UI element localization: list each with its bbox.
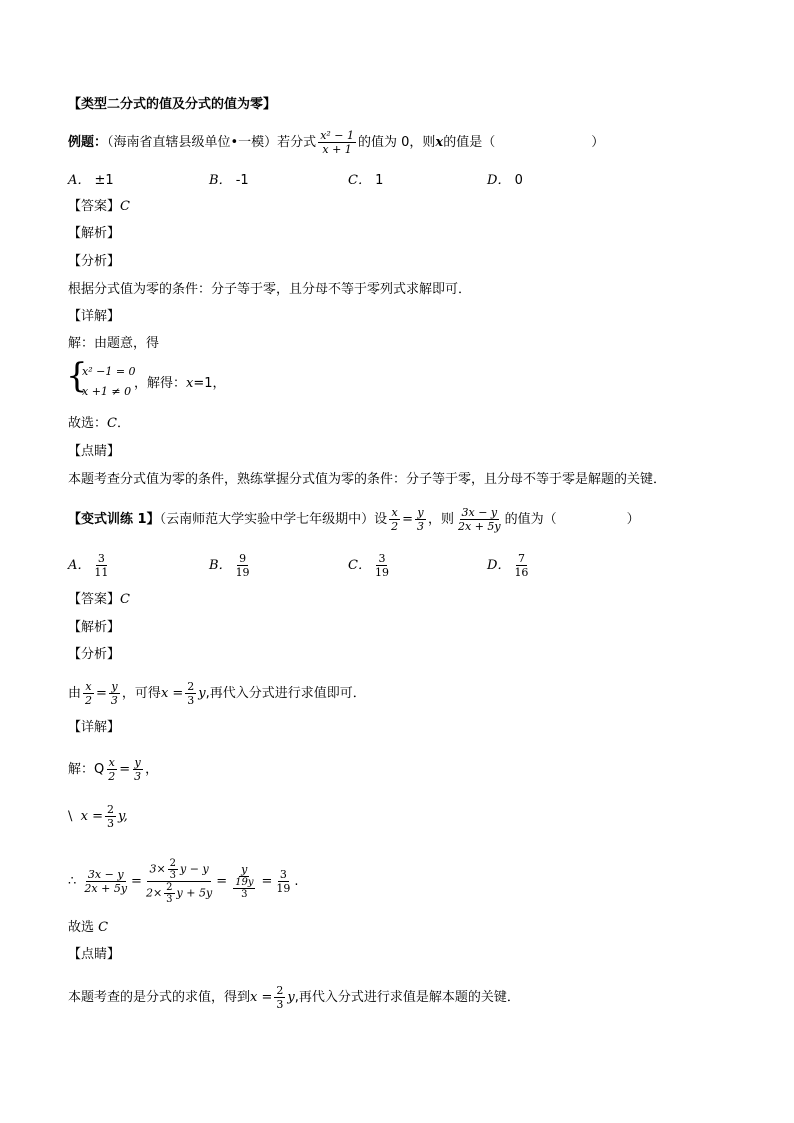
fraction-numerator: x² − 1: [320, 129, 355, 142]
variant-step-1: 解：Q $\frac{x}{2}$ = $\frac{y}{3}$ ，: [68, 756, 159, 783]
fraction-denominator: x + 1: [322, 143, 352, 156]
example-after-frac: 的值为 0，则: [358, 135, 436, 150]
system-brace: {: [66, 356, 88, 396]
example-label: 例题：: [68, 135, 108, 150]
option-b: B． -1: [209, 173, 249, 188]
step3-middle-frac: 3× $\frac{2}{3}$ y − y 2× $\frac{2}{3}$ y + 5y: [145, 858, 213, 905]
variant-option-d: D． $\frac{7}{16}$: [487, 552, 529, 579]
section-title: 【类型二分式的值及分式的值为零】: [68, 97, 277, 112]
option-c: C． 1: [348, 173, 384, 188]
analysis-label: 【解析】: [68, 226, 121, 241]
variant-question: 【变式训练 1】（云南师范大学实验中学七年级期中）设 $\frac{x}{2}$ = $\frac{y}{3}$ ，则 $\frac{3x - y}{2x + 5y}$ 的值为（ ）: [68, 506, 640, 533]
example-source: （海南省直辖县级单位•一模）若分式: [107, 135, 317, 150]
variant-comment-label: 【点睛】: [68, 947, 121, 962]
variant-source: （云南师范大学实验中学七年级期中）设: [159, 512, 388, 527]
example-fraction: [318, 129, 356, 156]
step3-left-frac: $\frac{3x - y}{2x + 5y}$: [84, 868, 128, 895]
detail-label: 【详解】: [68, 309, 121, 324]
variant-fenxi-label: 【分析】: [68, 647, 121, 662]
example-tail: 的值是（: [443, 135, 496, 150]
variant-choose: 故选 C: [68, 920, 109, 935]
variant-fenxi-text: 由 $\frac{x}{2}$ = $\frac{y}{3}$ ，可得x = $\frac{2}{3}$ y,再代入分式进行求值即可．: [68, 680, 366, 707]
variant-label: 【变式训练 1】: [68, 512, 160, 527]
option-d: D． 0: [487, 173, 523, 188]
variant-answer: 【答案】C: [68, 592, 130, 607]
variant-option-c: C． $\frac{3}{19}$: [348, 552, 389, 579]
comment-label: 【点睛】: [68, 444, 121, 459]
variant-frac-3: $\frac{3x - y}{2x + 5y}$: [458, 506, 501, 533]
example-close: ）: [591, 135, 605, 150]
variant-option-a: A． $\frac{3}{11}$: [68, 552, 109, 579]
answer-value: C: [120, 199, 130, 214]
choose-line: 故选：C．: [68, 416, 130, 431]
system-line-2: x +1 ≠ 0: [82, 385, 132, 398]
variant-analysis-label: 【解析】: [68, 620, 121, 635]
system-line-1: x² −1 = 0: [82, 365, 136, 378]
variant-step-3: ∴ $\frac{3x - y}{2x + 5y}$ = 3× $\frac{2}{3}$ y − y 2× $\frac{2}{3}$ y + 5y = $\frac{y}{\frac{19y}{3}}$ = $\frac{3}{19}$ .: [68, 858, 299, 905]
variant-option-b: B． $\frac{9}{19}$: [209, 552, 250, 579]
variant-comment-text: 本题考查的是分式的求值，得到x = $\frac{2}{3}$ y,再代入分式进行求值是解本题的关键．: [68, 984, 520, 1011]
solve-intro: 解：由题意，得: [68, 336, 160, 351]
example-var: x: [435, 135, 444, 150]
variant-detail-label: 【详解】: [68, 720, 121, 735]
fenxi-text: 根据分式值为零的条件：分子等于零，且分母不等于零列式求解即可．: [68, 282, 472, 297]
variant-frac-1: $\frac{x}{2}$: [391, 506, 399, 533]
system-result: ，解得：x=1，: [134, 376, 226, 391]
comment-text: 本题考查分式值为零的条件，熟练掌握分式值为零的条件：分子等于零，且分母不等于零是解题的关键．: [68, 472, 667, 487]
step3-result-frac: $\frac{3}{19}$: [276, 868, 291, 895]
variant-frac-2: $\frac{y}{3}$: [417, 506, 424, 533]
answer-line: 【答案】C: [68, 199, 130, 214]
fenxi-label: 【分析】: [68, 254, 121, 269]
example-question: [68, 129, 604, 156]
step3-right-frac: $\frac{y}{\frac{19y}{3}}$: [235, 863, 254, 900]
variant-step-2: \ x = $\frac{2}{3}$ y,: [68, 803, 128, 830]
option-a: A． ±1: [68, 173, 114, 188]
